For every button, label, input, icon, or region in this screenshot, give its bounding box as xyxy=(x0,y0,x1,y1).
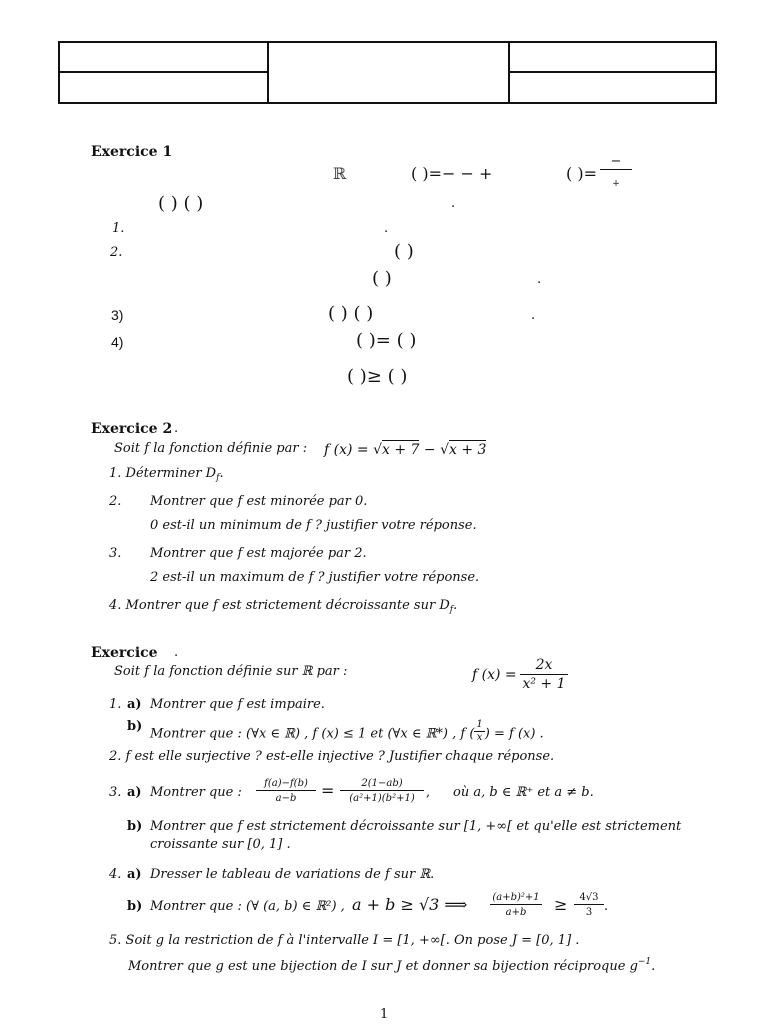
ex2-q3-number: 3. xyxy=(109,546,122,561)
ex3-formula-denominator: x² + 1 xyxy=(522,676,566,692)
ex3-q4b-ge: ≥ xyxy=(554,895,568,914)
ex2-intro: Soit f la fonction définie par : xyxy=(114,441,308,456)
exercise-2-title-dot: . xyxy=(174,421,179,436)
ex1-q2-expr-a: ( ) xyxy=(394,241,414,262)
exercise-2-title: Exercice 2 xyxy=(91,421,173,437)
ex2-q3-a: Montrer que f est majorée par 2. xyxy=(150,546,367,561)
ex3-q2: 2. f est elle surjective ? est-elle injective ? Justifier chaque réponse. xyxy=(109,749,555,764)
ex3-intro: Soit f la fonction définie sur ℝ par : xyxy=(114,664,348,679)
ex1-fraction-denominator: + xyxy=(612,179,620,189)
ex1-line2-parens: ( ) ( ) xyxy=(158,193,204,214)
ex3-q4-number: 4. xyxy=(109,867,122,882)
ex1-line2-dot: . xyxy=(451,196,456,211)
header-table xyxy=(58,41,717,104)
ex3-q4a-label: a) xyxy=(127,867,142,882)
ex2-q4: 4. Montrer que f est strictement décroissante sur $D_f$. xyxy=(109,598,458,615)
ex3-q1b-label: b) xyxy=(127,719,143,734)
exercise-3-title-dot: . xyxy=(174,645,179,660)
ex1-q4-expr-a: ( )= ( ) xyxy=(356,330,417,351)
ex3-q3a-comma: , xyxy=(426,785,431,800)
ex3-q1a-label: a) xyxy=(127,697,142,712)
ex2-q3-b: 2 est-il un maximum de f ? justifier votre réponse. xyxy=(150,570,480,585)
ex3-q4b-end: . xyxy=(604,899,609,914)
ex3-q3a-label: a) xyxy=(127,785,142,800)
ex3-q4b-label: b) xyxy=(127,899,143,914)
ex1-q3-number: 3) xyxy=(111,307,124,323)
ex1-function-f: ( )= xyxy=(566,164,597,183)
ex1-q1-number: 1. xyxy=(112,221,125,236)
ex1-q2-number: 2. xyxy=(110,245,123,260)
ex3-q3a-frac2-num: 2(1−ab) xyxy=(340,777,424,791)
page-number: 1 xyxy=(380,1007,389,1022)
ex3-q1a: Montrer que f est impaire. xyxy=(150,697,325,712)
ex2-q2-b: 0 est-il un minimum de f ? justifier votre réponse. xyxy=(150,518,477,533)
exercise-3-title: Exercice xyxy=(91,645,158,661)
ex3-q4b-a: Montrer que : (∀ (a, b) ∈ ℝ²) , xyxy=(150,899,345,914)
ex1-q1-dot: . xyxy=(384,221,389,236)
ex1-function-g: ( )=− − + xyxy=(411,164,493,183)
ex3-q3a-equals: = xyxy=(321,781,335,800)
ex1-q4-number: 4) xyxy=(111,334,124,350)
ex3-q5-line1: 5. Soit g la restriction de f à l'intervalle I = [1, +∞[. On pose J = [0, 1] . xyxy=(109,933,580,948)
ex3-q4b-b: a + b ≥ √3 ⟹ xyxy=(352,895,468,914)
header-row-divider-left xyxy=(60,71,268,73)
ex1-q3-expr: ( ) ( ) xyxy=(328,303,374,324)
ex3-q1b: Montrer que : (∀x ∈ ℝ) , f (x) ≤ 1 et (∀x ∈ ℝ*) , f ( $\frac{1}{x}$ ) = f (x) . xyxy=(150,719,544,743)
ex1-q2-dot: . xyxy=(537,272,542,287)
ex3-q4b-frac2-num: 4√3 xyxy=(574,891,604,905)
ex1-q4-expr-b: ( )≥ ( ) xyxy=(347,366,408,387)
exercise-1-title: Exercice 1 xyxy=(91,144,173,160)
ex3-q3b-label: b) xyxy=(127,819,143,834)
ex3-q3a-frac2-den: (a²+1)(b²+1) xyxy=(349,793,415,804)
ex3-q5-line2: Montrer que g est une bijection de I sur J et donner sa bijection réciproque $g^{-1}$. xyxy=(128,957,656,974)
ex3-q3a-text: Montrer que : xyxy=(150,785,242,800)
ex1-q2-expr-b: ( ) xyxy=(372,268,392,289)
ex3-q3a-condition: où a, b ∈ ℝ⁺ et a ≠ b. xyxy=(453,785,594,800)
ex3-formula-numerator: 2x xyxy=(520,657,568,675)
ex3-q4b-frac1-den: a+b xyxy=(505,907,527,918)
ex3-q3a-frac1-den: a−b xyxy=(275,793,297,804)
ex3-q4b-frac1-num: (a+b)²+1 xyxy=(490,891,542,905)
ex3-q4b-frac2-den: 3 xyxy=(585,907,593,918)
ex1-fraction-numerator: − xyxy=(600,154,632,170)
ex2-formula: f (x) = √x + 7 − √x + 3 xyxy=(324,442,487,458)
ex3-q3b-line2: croissante sur [0, 1] . xyxy=(150,837,291,852)
ex2-q2-a: Montrer que f est minorée par 0. xyxy=(150,494,368,509)
ex3-q4a: Dresser le tableau de variations de f sur ℝ. xyxy=(150,867,435,882)
ex1-real-set: ℝ xyxy=(333,164,347,183)
ex3-q1-number: 1. xyxy=(109,697,122,712)
ex2-q2-number: 2. xyxy=(109,494,122,509)
ex3-q3b-line1: Montrer que f est strictement décroissante sur [1, +∞[ et qu'elle est strictement xyxy=(150,819,682,834)
ex2-q1: 1. Déterminer $D_f$. xyxy=(109,466,224,483)
ex1-q3-dot: . xyxy=(531,308,536,323)
ex3-q3a-frac1-num: f(a)−f(b) xyxy=(256,777,316,791)
ex3-q3-number: 3. xyxy=(109,785,122,800)
ex3-formula-lhs: f (x) = xyxy=(472,667,517,683)
header-row-divider-right xyxy=(509,71,717,73)
